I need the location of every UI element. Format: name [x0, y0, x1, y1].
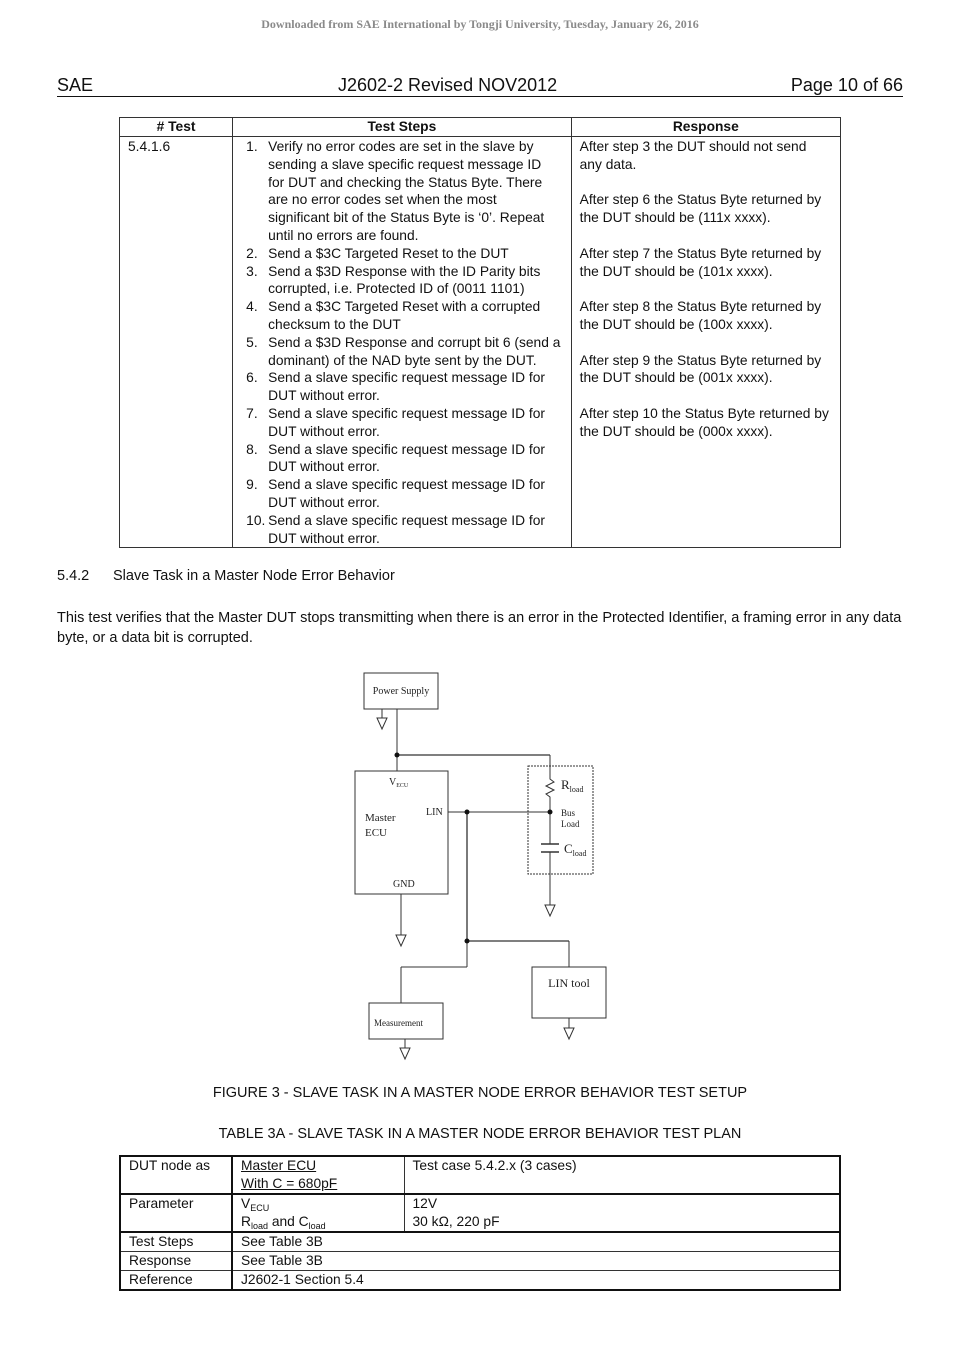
step-item: 1. Verify no error codes are set in the slave by sending a slave specific request message ID for DUT and checking the Status Byte. There are no error codes set when the most significant bit of the Status Byte is ‘0’. Repeat until no errors are found. — [246, 139, 545, 243]
step-item: 10. Send a slave specific request message ID for DUT without error. — [246, 512, 545, 546]
step-item: 9. Send a slave specific request message ID for DUT without error. — [246, 477, 545, 510]
response-label-cell: Response — [120, 1252, 232, 1271]
section-title: Slave Task in a Master Node Error Behavior — [113, 568, 395, 584]
dut-cases-cell: Test case 5.4.2.x (3 cases) — [404, 1156, 840, 1194]
step-item: 5. Send a $3D Response and corrupt bit 6 (send a dominant) of the NAD byte sent by the DUT. — [246, 334, 561, 368]
parameter-label-cell: Parameter — [120, 1194, 232, 1232]
test-plan-table — [119, 1155, 841, 1291]
step-item: 6. Send a slave specific request message ID for DUT without error. — [246, 370, 545, 404]
steps-value-cell: See Table 3B — [232, 1232, 840, 1252]
rload-label: $R_{load}$ — [561, 777, 584, 794]
ecu-label: ECU — [365, 827, 387, 839]
steps-label-cell: Test Steps — [120, 1232, 232, 1252]
step-item: 3. Send a $3D Response with the ID Parity bits corrupted, i.e. Protected ID of (0011 1101) — [246, 263, 541, 297]
response-item: After step 10 the Status Byte returned by the DUT should be (000x xxxx). — [579, 405, 829, 439]
column-header-steps: Test Steps — [233, 118, 571, 137]
reference-label-cell: Reference — [120, 1271, 232, 1291]
test-id-cell: 5.4.1.6 — [120, 137, 233, 548]
table-row — [120, 1194, 840, 1232]
vecu-label: $V_{ECU}$ — [389, 777, 409, 789]
header-doc-id: J2602-2 Revised NOV2012 — [338, 75, 558, 95]
dut-value-cell: Master ECU With C = 680pF — [232, 1156, 404, 1194]
table-row — [120, 1252, 840, 1271]
measurement-label: Measurement — [374, 1018, 423, 1028]
response-item: After step 8 the Status Byte returned by the DUT should be (100x xxxx). — [579, 299, 822, 332]
step-item: 2. Send a $3C Targeted Reset to the DUT — [246, 245, 509, 261]
lin-tool-box — [532, 967, 606, 1018]
response-item: After step 3 the DUT should not send any data. — [579, 139, 807, 172]
response-item: After step 7 the Status Byte returned by the DUT should be (101x xxxx). — [579, 245, 822, 279]
header-org: SAE — [57, 75, 94, 95]
test-steps-cell — [233, 137, 571, 548]
response-value-cell: See Table 3B — [232, 1252, 840, 1271]
table-header-row — [120, 118, 841, 137]
header-page-number: Page 10 of 66 — [790, 75, 903, 95]
response-item: After step 9 the Status Byte returned by the DUT should be (001x xxxx). — [579, 352, 822, 386]
step-item: 4. Send a $3C Targeted Reset with a corrupted checksum to the DUT — [246, 299, 541, 332]
table-row — [120, 1271, 840, 1291]
step-item: 8. Send a slave specific request message ID for DUT without error. — [246, 441, 545, 475]
master-label: Master — [365, 812, 396, 824]
steps-list — [241, 138, 562, 547]
table-row — [120, 1156, 840, 1194]
test-steps-table — [119, 117, 841, 548]
gnd-pin-label: GND — [393, 879, 415, 890]
download-banner: Downloaded from SAE International by Tongji University, Tuesday, January 26, 2016 — [261, 17, 699, 31]
dut-label-cell: DUT node as — [120, 1156, 232, 1194]
lin-pin-label: LIN — [426, 807, 443, 818]
resistor-symbol — [546, 775, 554, 812]
response-item: After step 6 the Status Byte returned by the DUT should be (111x xxxx). — [579, 192, 822, 226]
page-header — [57, 75, 903, 97]
section-number: 5.4.2 — [57, 568, 90, 584]
cload-label: $C_{load}$ — [564, 841, 587, 858]
table-row — [120, 1232, 840, 1252]
column-header-response: Response — [571, 118, 840, 137]
figure-caption: FIGURE 3 - SLAVE TASK IN A MASTER NODE ERROR BEHAVIOR TEST SETUP — [212, 1085, 748, 1101]
table-row — [120, 137, 841, 548]
table-caption: TABLE 3A - SLAVE TASK IN A MASTER NODE ERROR BEHAVIOR TEST PLAN — [218, 1126, 742, 1142]
parameter-values-cell: 12V 30 kΩ, 220 pF — [404, 1194, 840, 1232]
section-heading — [57, 568, 395, 584]
power-supply-label: Power Supply — [372, 686, 430, 697]
response-cell — [571, 137, 840, 548]
column-header-test: # Test — [120, 118, 233, 137]
bus-label: Bus — [561, 808, 576, 818]
section-paragraph: This test verifies that the Master DUT stops transmitting when there is an error in the Protected Identifier, a framing error in any data byte, or a data bit is corrupted. — [57, 610, 902, 646]
load-label: Load — [561, 819, 580, 829]
lin-tool-label: LIN tool — [548, 976, 590, 990]
junction-dot-icon — [395, 753, 553, 944]
test-setup-diagram — [340, 665, 630, 1065]
reference-value-cell: J2602-1 Section 5.4 — [232, 1271, 840, 1291]
step-item: 7. Send a slave specific request message ID for DUT without error. — [246, 405, 545, 439]
parameter-names-cell: $V_{ECU}$ $R_{load}$ and $C_{load}$ — [232, 1194, 404, 1232]
